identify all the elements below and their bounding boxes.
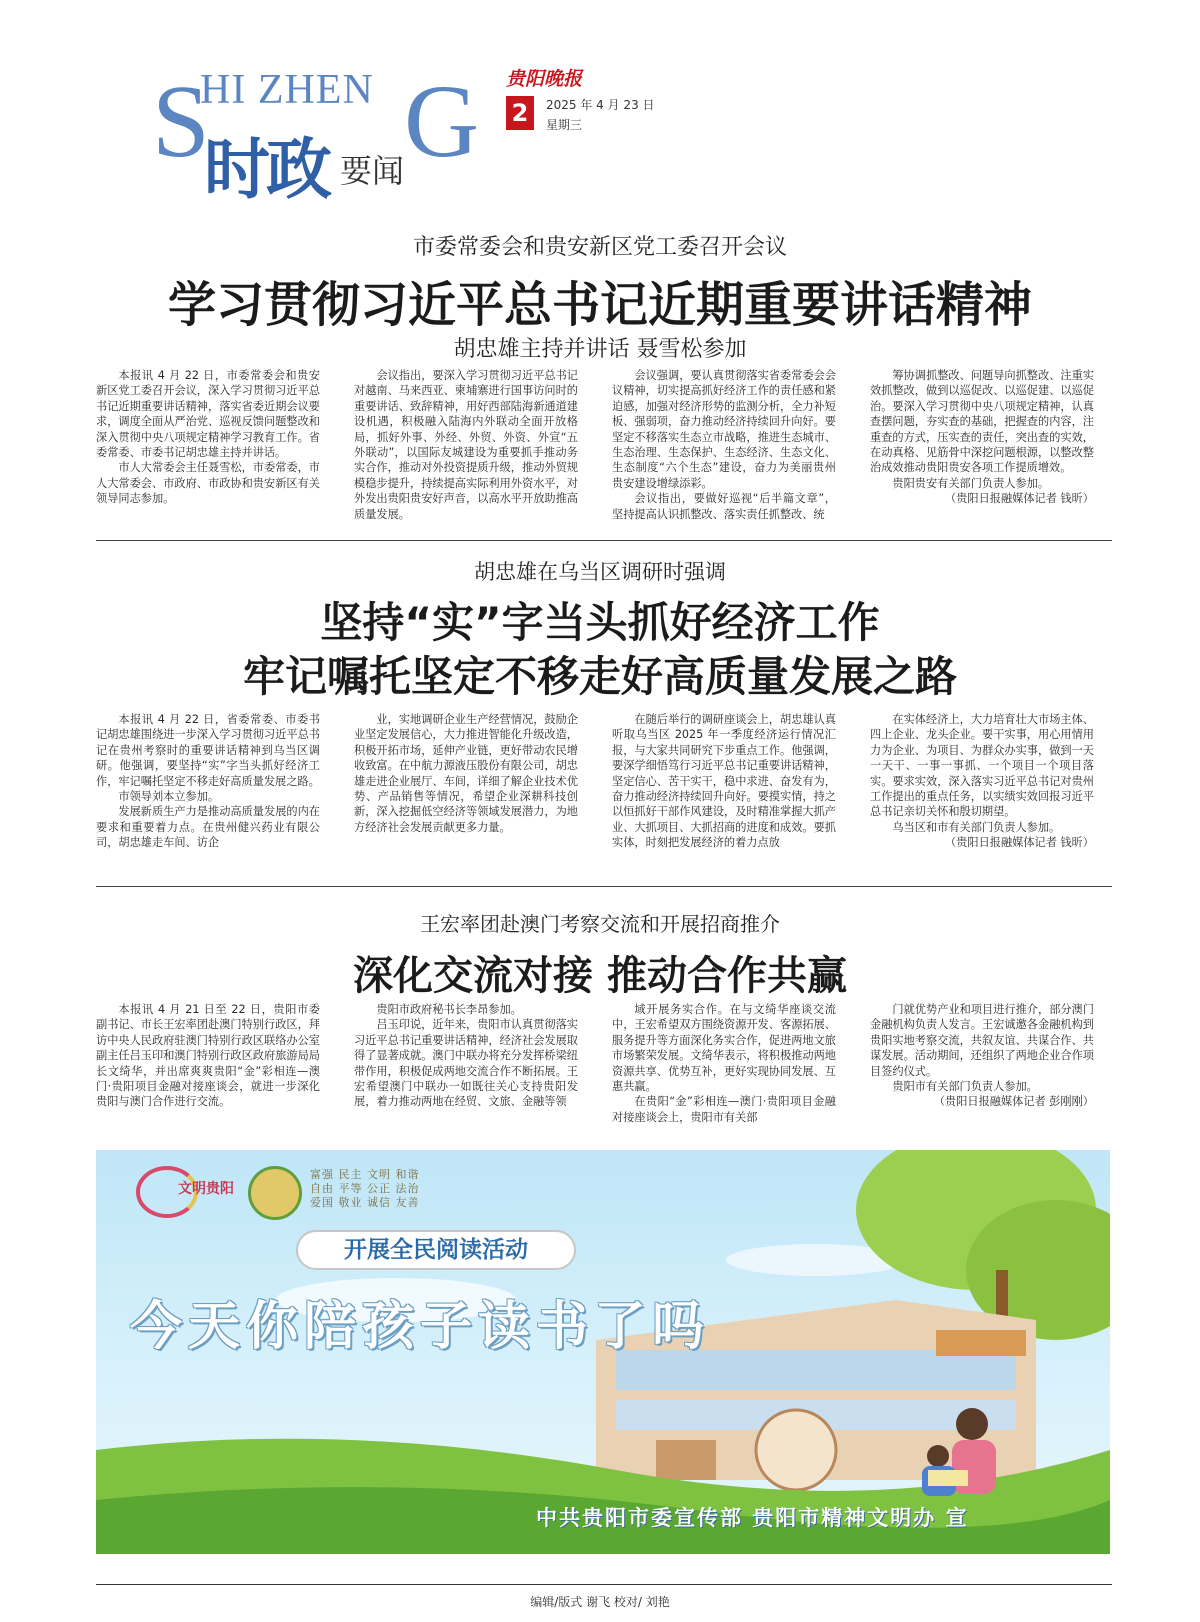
- section-title: 时政: [204, 131, 328, 208]
- paragraph: 本报讯 4 月 22 日，省委常委、市委书记胡忠雄围绕进一步深入学习贯彻习近平总书记在贵州考察时的重要讲话精神到乌当区调研。他强调，要坚持“实”字当头抓好经济工作，牢记嘱托坚定不移走好高质量发展之路。: [96, 713, 320, 788]
- civilization-logo-text: 文明贵阳: [178, 1181, 234, 1197]
- masthead-letter-s: S: [152, 64, 210, 179]
- byline: （贵阳日报融媒体记者 钱昕）: [945, 492, 1094, 506]
- paragraph: 会议指出，要做好巡视“后半篇文章”，坚持提高认识抓整改、落实责任抓整改、统: [612, 492, 836, 521]
- article2-kicker: 胡忠雄在乌当区调研时强调: [474, 560, 726, 584]
- paragraph: 市人大常委会主任聂雪松，市委常委，市人大常委会、市政府、市政协和贵安新区有关领导同志参加。: [96, 461, 320, 506]
- core-values: [310, 1168, 420, 1210]
- article1-kicker: 市委常委会和贵安新区党工委召开会议: [412, 235, 787, 260]
- article3-column-1: [96, 1002, 320, 1134]
- paragraph: 市领导刘本立参加。: [118, 790, 220, 804]
- paragraph: 吕玉印说，近年来，贵阳市认真贯彻落实习近平总书记重要讲话精神，经济社会发展取得了显著成就。澳门中联办将充分发挥桥梁纽带作用，积极促成两地交流合作不断拓展。王宏希望澳门中联办一如既往关心支持贵阳发展，着力推动两地在经贸、文旅、金融等领: [354, 1018, 578, 1109]
- paragraph: 在贵阳“金”彩相连—澳门·贵阳项目金融对接座谈会上，贵阳市有关部: [612, 1095, 836, 1124]
- article1-column-2: [354, 368, 578, 524]
- article3-column-3: [612, 1002, 836, 1134]
- byline: （贵阳日报融媒体记者 彭刚刚）: [933, 1095, 1094, 1109]
- article1-column-3: [612, 368, 836, 524]
- page-number: 2: [506, 96, 534, 130]
- core-values-row: 自由 平等 公正 法治: [310, 1182, 420, 1195]
- campaign-pill: 开展全民阅读活动: [296, 1230, 576, 1270]
- issue-weekday: 星期三: [546, 118, 583, 132]
- campaign-question: 今天你陪孩子读书了吗: [130, 1297, 711, 1357]
- issue-date: 2025 年 4 月 23 日: [546, 98, 655, 112]
- masthead-letter-g: G: [404, 64, 480, 179]
- emblem-icon: [248, 1166, 302, 1220]
- paragraph: 本报讯 4 月 22 日，市委常委会和贵安新区党工委召开会议，深入学习贯彻习近平总书记近期重要讲话精神，落实省委近期会议要求，调度全面从严治党、巡视反馈问题整改和深入贯彻中央八项规定精神学习教育工作。省委常委、市委书记胡忠雄主持并讲话。: [96, 369, 320, 460]
- reading-campaign-ad: [96, 1150, 1110, 1554]
- footer-divider: [96, 1584, 1112, 1585]
- masthead-pinyin: HI ZHEN: [200, 67, 374, 113]
- article2-headline-line2: 牢记嘱托坚定不移走好高质量发展之路: [242, 652, 957, 701]
- divider: [96, 886, 1112, 887]
- paragraph: 会议指出，要深入学习贯彻习近平总书记对越南、马来西亚、柬埔寨进行国事访问时的重要讲话、致辞精神，用好西部陆海新通道建设机遇，积极融入陆海内外联动全面开放格局，抓好外事、外经、外贸、外资、外宣“五外联动”，以国际友城建设为重要抓手推动务实合作，推动对外投资提质升级，推动外贸规模稳步提升，持续提高实际利用外资水平，对外发出贵阳贵安好声音，以高水平开放助推高质量发展。: [354, 369, 578, 521]
- paragraph: 门就优势产业和项目进行推介，部分澳门金融机构负责人发言。王宏诚邀各金融机构到贵阳实地考察交流，共叙友谊、共谋合作、共谋发展。活动期间，还组织了两地企业合作项目签约仪式。: [870, 1003, 1094, 1078]
- article1-subhead: 胡忠雄主持并讲话 聂雪松参加: [453, 337, 747, 362]
- article3-headline: 深化交流对接 推动合作共赢: [353, 953, 847, 999]
- article2-headline-line1: 坚持“实”字当头抓好经济工作: [320, 598, 880, 647]
- article3-kicker: 王宏率团赴澳门考察交流和开展招商推介: [420, 912, 780, 936]
- paragraph: 乌当区和市有关部门负责人参加。: [892, 820, 1061, 834]
- masthead: [152, 58, 672, 208]
- article2-column-3: [612, 712, 836, 870]
- paragraph: 在实体经济上，大力培育壮大市场主体、四上企业、龙头企业。要干实事，用心用情用力为企业、为项目、为群众办实事，做到一天一天干、一事一事抓、一个项目一个项目落实。要求实效，深入落实习近平总书记对贵州工作提出的重点任务，以实绩实效回报习近平总书记亲切关怀和殷切期望。: [870, 713, 1094, 819]
- paragraph: 域开展务实合作。在与文绮华座谈交流中，王宏希望双方围绕资源开发、客源拓展、服务提升等方面深化务实合作，促进两地文旅市场繁荣发展。文绮华表示，将积极推动两地资源共享、优势互补，更好实现协同发展、互惠共赢。: [612, 1003, 836, 1094]
- article3-column-4: [870, 1002, 1094, 1134]
- paragraph: 贵阳市有关部门负责人参加。: [892, 1080, 1038, 1094]
- paragraph: 本报讯 4 月 21 日至 22 日，贵阳市委副书记、市长王宏率团赴澳门特别行政区，拜访中央人民政府驻澳门特别行政区联络办公室副主任吕玉印和澳门特别行政区政府旅游局局长文绮华，并出席爽爽贵阳“金”彩相连—澳门·贵阳项目金融对接座谈会，就进一步深化贵阳与澳门合作进行交流。: [96, 1003, 320, 1109]
- paragraph: 发展新质生产力是推动高质量发展的内在要求和重要着力点。在贵州健兴药业有限公司，胡忠雄走车间、访企: [96, 805, 320, 850]
- paragraph: 业，实地调研企业生产经营情况，鼓励企业坚定发展信心，大力推进智能化升级改造，积极开拓市场，延伸产业链，更好带动农民增收致富。在中航力源液压股份有限公司，胡忠雄走进企业展厅、车间，详细了解企业技术优势、产品销售等情况，希望企业深耕科技创新，深入挖掘低空经济等领域发展潜力，为地方经济社会发展贡献更多力量。: [354, 713, 578, 834]
- paragraph: 贵阳市政府秘书长李昂参加。: [376, 1003, 522, 1016]
- paragraph: 贵阳贵安有关部门负责人参加。: [892, 476, 1050, 490]
- article1-headline: 学习贯彻习近平总书记近期重要讲话精神: [167, 277, 1032, 333]
- article3-column-2: [354, 1002, 578, 1134]
- article2-column-2: [354, 712, 578, 870]
- ad-sponsor: 中共贵阳市委宣传部 贵阳市精神文明办 宣: [536, 1506, 969, 1530]
- article2-column-1: [96, 712, 320, 870]
- article2-column-4: [870, 712, 1094, 870]
- paper-name: 贵阳晚报: [506, 68, 583, 90]
- core-values-row: 爱国 敬业 诚信 友善: [310, 1196, 420, 1209]
- article1-column-1: [96, 368, 320, 524]
- article1-column-4: [870, 368, 1094, 524]
- divider: [96, 540, 1112, 541]
- core-values-row: 富强 民主 文明 和谐: [310, 1168, 420, 1181]
- paragraph: 在随后举行的调研座谈会上，胡忠雄认真听取乌当区 2025 年一季度经济运行情况汇报，与大家共同研究下步重点工作。他强调，要深学细悟笃行习近平总书记重要讲话精神，坚定信心、苦干实干，稳中求进、奋发有为，奋力推动经济持续回升向好。要摸实情，持之以恒抓好干部作风建设，及时精准掌握大抓产业、大抓项目、大抓招商的进度和成效。要抓实体，时刻把发展经济的着力点放: [612, 713, 836, 850]
- subsection-title: 要闻: [340, 152, 405, 190]
- editor-credit: 编辑/版式 谢飞 校对/ 刘艳: [530, 1595, 670, 1609]
- paragraph: 会议强调，要认真贯彻落实省委常委会会议精神，切实提高抓好经济工作的责任感和紧迫感，加强对经济形势的监测分析，全力补短板、强弱项，奋力推动经济持续回升向好。要坚定不移落实生态立市战略，推进生态城市、生态治理、生态保护、生态经济、生态文化、生态制度“六个生态”建设，奋力为美丽贵州贵安建设增绿添彩。: [612, 369, 836, 490]
- paragraph: 筹协调抓整改、问题导向抓整改、注重实效抓整改，做到以巡促改、以巡促建、以巡促治。要深入学习贯彻中央八项规定精神，认真查摆问题，夯实查的基础，把握查的内容，注重查的方式，压实查的责任，突出查的实效，在动真格、见筋骨中深挖问题根源，以整改整治成效推动贵阳贵安各项工作提质增效。: [870, 369, 1094, 475]
- byline: （贵阳日报融媒体记者 钱昕）: [945, 836, 1094, 850]
